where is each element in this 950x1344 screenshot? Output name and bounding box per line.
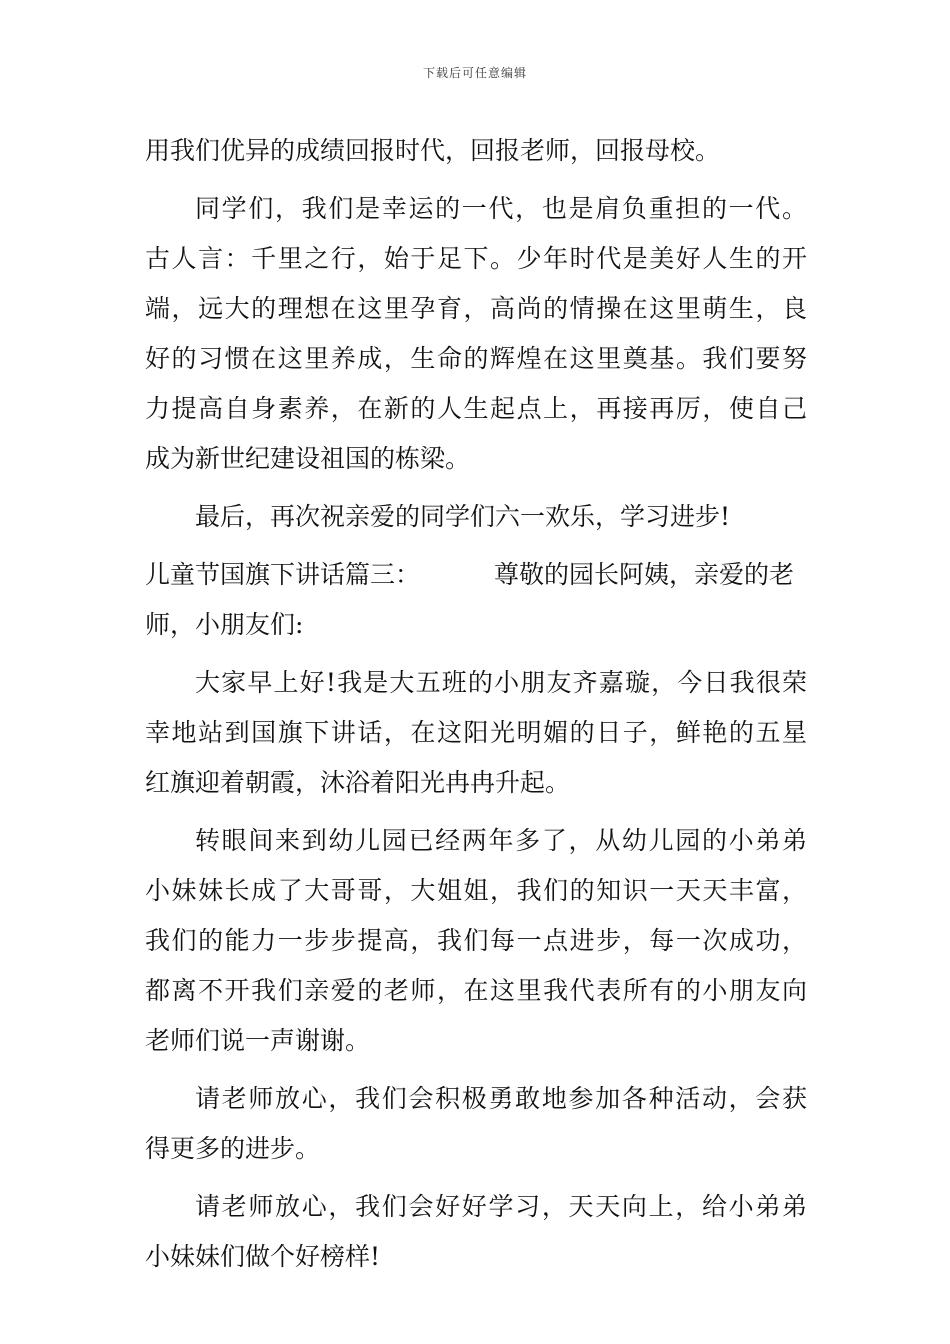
text-line: 都离不开我们亲爱的老师，在这里我代表所有的小朋友向	[145, 976, 807, 1005]
text-line: 请老师放心，我们会积极勇敢地参加各种活动，会获	[195, 1084, 807, 1113]
text-line: 师，小朋友们:	[145, 610, 304, 639]
section-heading-line	[145, 550, 807, 600]
text-line: 红旗迎着朝霞，沐浴着阳光冉冉升起。	[145, 768, 571, 797]
text-line: 成为新世纪建设祖国的栋梁。	[145, 444, 471, 473]
text-line: 得更多的进步。	[145, 1134, 321, 1163]
text-line: 用我们优异的成绩回报时代，回报老师，回报母校。	[145, 136, 721, 165]
text-line: 同学们，我们是幸运的一代，也是肩负重担的一代。	[195, 194, 807, 223]
text-line: 我们的能力一步步提高，我们每一点进步，每一次成功，	[145, 926, 807, 955]
text-line: 大家早上好!我是大五班的小朋友齐嘉璇，今日我很荣	[195, 668, 807, 697]
text-line: 老师们说一声谢谢。	[145, 1026, 371, 1055]
text-line: 幸地站到国旗下讲话，在这阳光明媚的日子，鲜艳的五星	[145, 718, 807, 747]
page-header: 下载后可任意编辑	[422, 66, 527, 80]
text-line: 好的习惯在这里养成，生命的辉煌在这里奠基。我们要努	[145, 344, 807, 373]
section-heading: 儿童节国旗下讲话篇三：	[145, 560, 421, 589]
text-line: 端，远大的理想在这里孕育，高尚的情操在这里萌生，良	[145, 294, 807, 323]
text-line: 请老师放心，我们会好好学习，天天向上，给小弟弟	[195, 1192, 807, 1221]
text-line: 古人言：千里之行，始于足下。少年时代是美好人生的开	[145, 244, 807, 273]
text-line: 力提高自身素养，在新的人生起点上，再接再厉，使自己	[145, 394, 807, 423]
document-body	[145, 126, 807, 1282]
text-line: 最后，再次祝亲爱的同学们六一欢乐，学习进步!	[195, 502, 731, 531]
salutation-start: 尊敬的园长阿姨，亲爱的老	[494, 560, 795, 589]
text-line: 小妹妹长成了大哥哥，大姐姐，我们的知识一天天丰富，	[145, 876, 807, 905]
text-line: 小妹妹们做个好榜样!	[145, 1242, 381, 1271]
text-line: 转眼间来到幼儿园已经两年多了，从幼儿园的小弟弟	[195, 826, 807, 855]
